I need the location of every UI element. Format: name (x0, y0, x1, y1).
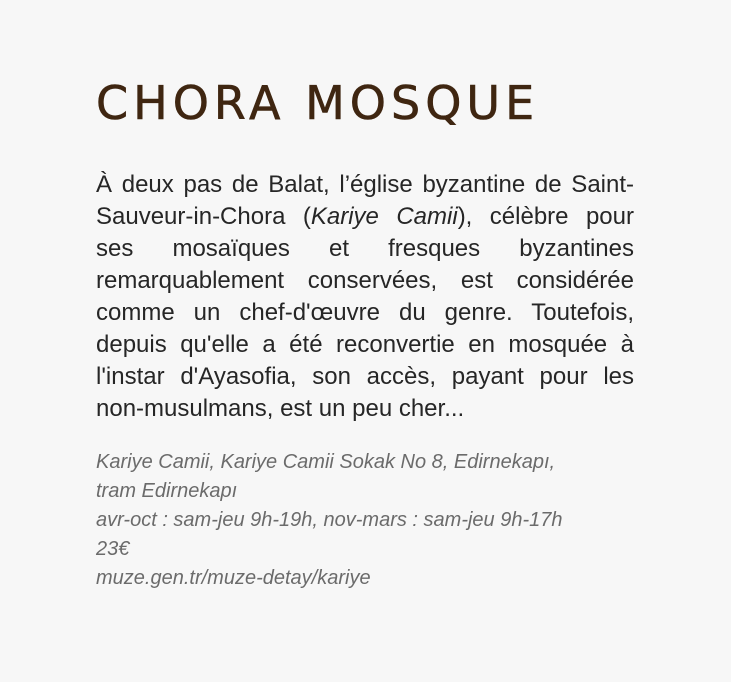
address-line-2: tram Edirnekapı (96, 480, 238, 502)
venue-card (96, 76, 634, 593)
opening-hours: avr-oct : sam-jeu 9h-19h, nov-mars : sam-jeu 9h-17h (96, 509, 563, 531)
address-line-1: Kariye Camii, Kariye Camii Sokak No 8, Edirnekapı, (96, 451, 556, 473)
description-text-start: À deux pas de Balat, l’église byzantine de Saint-Sauveur-in-Chora ( (96, 171, 634, 230)
description-italic-name: Kariye Camii (310, 203, 458, 230)
venue-title: CHORA MOSQUE (96, 76, 540, 130)
practical-info (96, 448, 634, 593)
description-text-end: ), célèbre pour ses mosaïques et fresques byzantines remarquablement conservées, est considérée comme un chef-d'œuvre du genre. Toutefois, depuis qu'elle a été reconvertie en mosquée à l'instar d'Ayasofia, son accès, payant pour les non-musulmans, est un peu cher... (96, 203, 634, 422)
venue-description (96, 169, 634, 425)
website-link[interactable]: muze.gen.tr/muze-detay/kariye (96, 567, 371, 589)
entry-price: 23€ (96, 538, 130, 560)
